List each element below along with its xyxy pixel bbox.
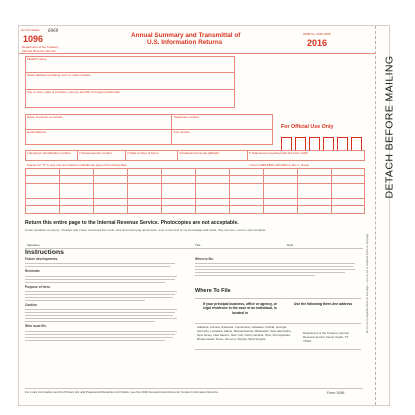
where-to-file-heading: Where To File bbox=[195, 288, 231, 294]
who-must-file-heading: Who must file. bbox=[25, 324, 47, 329]
address-header: Use the following three-line address bbox=[293, 302, 353, 306]
official-use-boxes bbox=[281, 137, 362, 151]
side-note: Do not cut or separate forms on this page — Do not cut or separate forms on this page bbox=[366, 233, 370, 333]
form-number: 1096 bbox=[23, 34, 44, 44]
form-title-line1: Annual Summary and Transmittal of bbox=[131, 32, 241, 39]
form-title-line2: U.S. Information Returns bbox=[147, 39, 223, 46]
instructions-heading: Instructions bbox=[25, 249, 64, 256]
box6-label: 6 Enter an "X" in only one box below to indicate the type of form being filed. bbox=[27, 163, 128, 167]
title-label: Title bbox=[195, 243, 201, 247]
instructions-right-column bbox=[195, 257, 361, 278]
box1-label: 1 Employer identification number bbox=[27, 151, 71, 155]
privacy-footer: For more information and the Privacy Act and Paperwork Reduction Act Notice, see the 2016 General Instructions for Certain Information Returns. bbox=[25, 390, 219, 394]
penalty-statement: Under penalties of perjury, I declare that I have examined this return and accompanying documents, and, to the best of my knowledge and belief, they are true, correct, and complete. bbox=[25, 228, 267, 232]
contact-name-label: Name of person to contact bbox=[27, 115, 63, 119]
states-list: Alabama, Arizona, Arkansas, Connecticut, Delaware, Florida, Georgia, Kentucky, Louisiana, Maine, Massachusetts, Mississippi, New Hampshire, New Jersey, New Mexico, New York, North Carolina, Ohio, Pennsylvania, Rhode Island, Texas, Vermont, Virginia, West Virginia bbox=[197, 325, 292, 341]
when-to-file-heading: When to file. bbox=[195, 257, 214, 261]
perforation-line bbox=[375, 26, 376, 405]
box4-label: 4 Federal income tax withheld bbox=[179, 151, 219, 155]
irs-address: Department of the Treasury Internal Revenue Service Center Austin, TX 73301 bbox=[303, 331, 349, 343]
return-notice: Return this entire page to the Internal Revenue Service. Photocopies are not acceptable. bbox=[25, 220, 239, 226]
box3-label: 3 Total number of forms bbox=[127, 151, 159, 155]
city-state-zip-label: City or town, state or province, country, and ZIP or foreign postal code bbox=[27, 90, 120, 94]
purpose-heading: Purpose of form. bbox=[25, 284, 51, 289]
email-label: Email address bbox=[27, 130, 47, 134]
filer-name-label: FILER'S name bbox=[27, 57, 47, 61]
signature-label: Signature bbox=[27, 243, 40, 247]
date-label: Date bbox=[287, 243, 294, 247]
telephone-label: Telephone number bbox=[174, 115, 199, 119]
official-use-label: For Official Use Only bbox=[281, 124, 334, 130]
instructions-left-column bbox=[25, 257, 185, 343]
reminder-heading: Reminder. bbox=[25, 269, 41, 274]
do-not-staple-label: Do Not Staple bbox=[21, 28, 40, 32]
detach-before-mailing-label: DETACH BEFORE MAILING bbox=[383, 55, 396, 199]
form-footer-label: Form 1096 bbox=[327, 391, 345, 395]
street-address-label: Street address (including room or suite number) bbox=[27, 73, 91, 77]
omb-number: OMB No. 1545-0108 bbox=[303, 32, 331, 36]
box7-label: 7 Form 1099-MISC with NEC in box 7, check bbox=[249, 163, 309, 167]
future-developments-heading: Future developments. bbox=[25, 257, 59, 261]
tax-year: 2016 bbox=[307, 38, 328, 48]
box2-label: 2 Social security number bbox=[79, 151, 112, 155]
fax-label: Fax number bbox=[174, 130, 191, 134]
form-1096-sheet bbox=[18, 25, 396, 406]
box5-label: 5 Total amount reported with this Form 1096 bbox=[249, 151, 308, 155]
filer-block bbox=[25, 56, 235, 108]
department-label: Department of the Treasury bbox=[22, 45, 59, 49]
caution-heading: Caution. bbox=[25, 302, 38, 307]
handwritten-number: 6969 bbox=[48, 28, 59, 33]
irs-label: Internal Revenue Service bbox=[22, 49, 56, 53]
principal-business-header: If your principal business, office or agency, or legal residence in the case of an individual, is located in bbox=[203, 302, 277, 315]
